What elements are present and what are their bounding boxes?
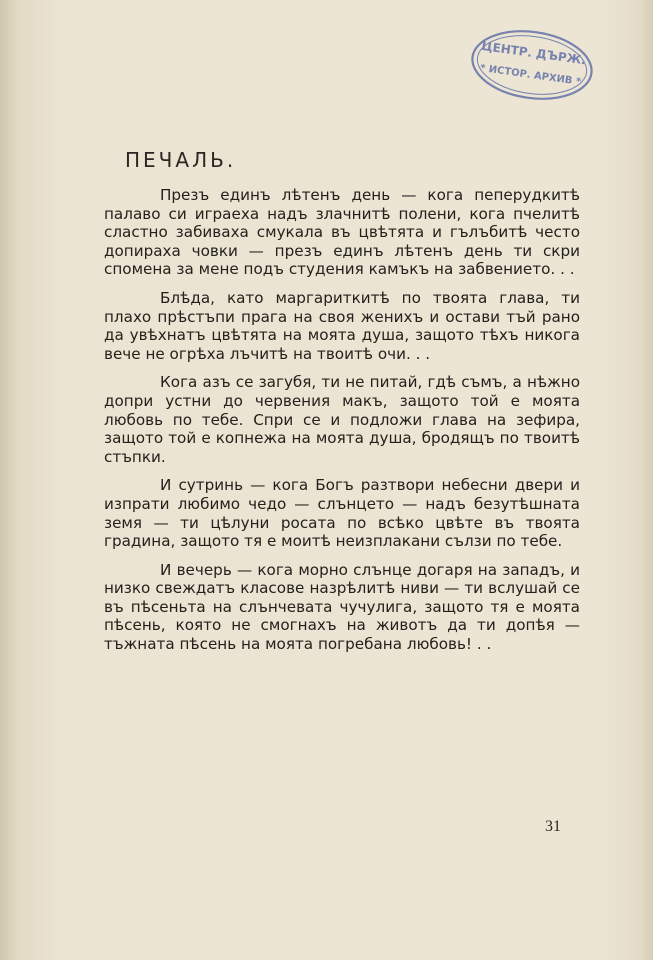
archive-stamp <box>468 26 596 104</box>
poem-body <box>104 186 580 664</box>
paragraph-4: И сутринь — кога Богъ разтвори небесни двери и изпрати любимо чедо — слънцето — надъ безутѣшната земя — ти цѣлуни росата по всѣко цвѣте въ твоята градина, защото тя е моитѣ неизплакани сълзи по тебе. <box>104 476 580 551</box>
paragraph-3: Кога азъ се загубя, ти не питай, гдѣ съмъ, а нѣжно допри устни до червения макъ, защото той е моята любовь по тебе. Спри се и подложи глава на зефира, защото той е копнежа на моята душа, бродящъ по твоитѣ стъпки. <box>104 373 580 466</box>
poem-title: ПЕЧАЛЬ. <box>125 148 237 172</box>
page-number: 31 <box>545 818 561 835</box>
stamp-line-1: ЦЕНТР. ДЪРЖ. <box>480 38 587 68</box>
paragraph-2: Блѣда, като маргариткитѣ по твоята глава, ти плахо прѣстъпи прага на своя женихъ и остави тъй рано да увѣхнатъ цвѣтята на моята душа, защото тѣхъ никога вече не огрѣха лъчитѣ на твоитѣ очи. . . <box>104 288 580 363</box>
stamp-line-2: * ИСТОР. АРХИВ * <box>479 62 582 88</box>
paragraph-5: И вечерь — кога морно слънце догаря на западъ, и низко свеждатъ класове назрѣлитѣ ниви — ти вслушай се въ пѣсеньта на слънчевата чучулига, защото тя е моята пѣсень, която не смогнахъ на животъ да ти допѣя — тъжната пѣсень на моята погребана любовь! . . <box>104 560 580 654</box>
paragraph-1: Презъ единъ лѣтенъ день — кога пеперудкитѣ палаво си играеха надъ злачнитѣ полени, кога пчелитѣ сластно забиваха смукала въ цвѣтята и гълъбитѣ често допираха човки — презъ единъ лѣтенъ день ти скри спомена за мене подъ студения камъкъ на забвението. . . <box>104 186 580 279</box>
